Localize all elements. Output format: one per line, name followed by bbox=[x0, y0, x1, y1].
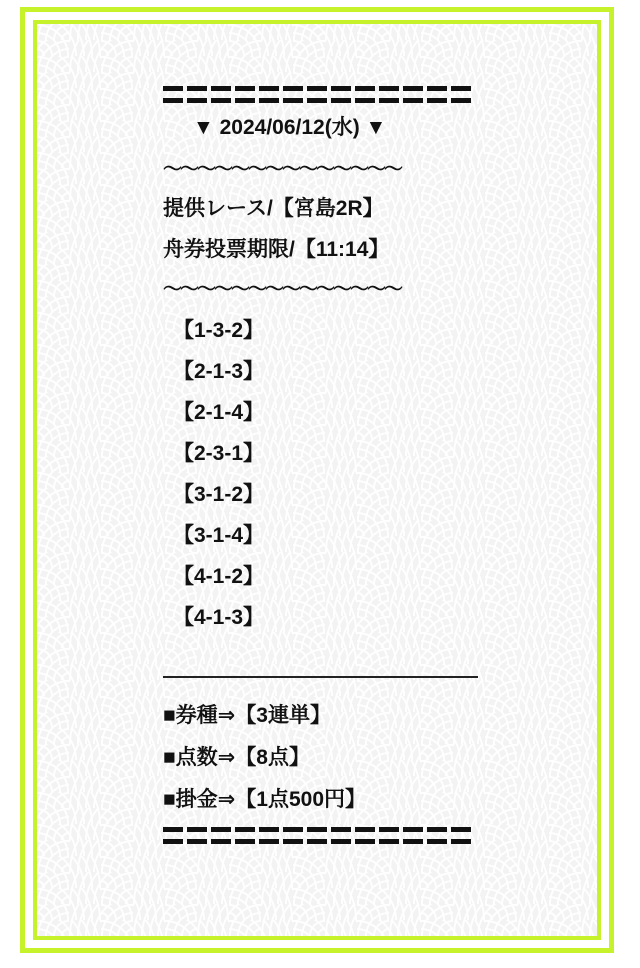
bet-info-card bbox=[163, 84, 479, 847]
ticket-item: 【2-1-3】 bbox=[173, 360, 265, 383]
ticket-item: 【3-1-2】 bbox=[173, 483, 265, 506]
deadline-label: 舟券投票期限/【11:14】 bbox=[163, 238, 390, 261]
top-divider-bar bbox=[163, 84, 473, 106]
ticket-item: 【2-1-4】 bbox=[173, 401, 265, 424]
ticket-item: 【2-3-1】 bbox=[173, 442, 265, 465]
ticket-item: 【4-1-3】 bbox=[173, 606, 265, 629]
points-line: ■点数⇒【8点】 bbox=[163, 746, 310, 769]
ticket-list bbox=[163, 310, 479, 638]
ticket-item: 【3-1-4】 bbox=[173, 524, 265, 547]
race-label: 提供レース/【宮島2R】 bbox=[163, 197, 384, 220]
bottom-divider-bar bbox=[163, 825, 473, 847]
bet-type-line: ■券種⇒【3連単】 bbox=[163, 704, 331, 727]
date-line: ▼ 2024/06/12(水) ▼ bbox=[193, 116, 387, 139]
ticket-item: 【1-3-2】 bbox=[173, 319, 265, 342]
ticket-item: 【4-1-2】 bbox=[173, 565, 265, 588]
stake-line: ■掛金⇒【1点500円】 bbox=[163, 788, 366, 811]
wave-divider-bottom: 〜〜〜〜〜〜〜〜〜〜〜〜〜〜 bbox=[163, 278, 402, 300]
wave-divider-top: 〜〜〜〜〜〜〜〜〜〜〜〜〜〜 bbox=[163, 158, 402, 180]
horizontal-rule bbox=[163, 676, 478, 678]
